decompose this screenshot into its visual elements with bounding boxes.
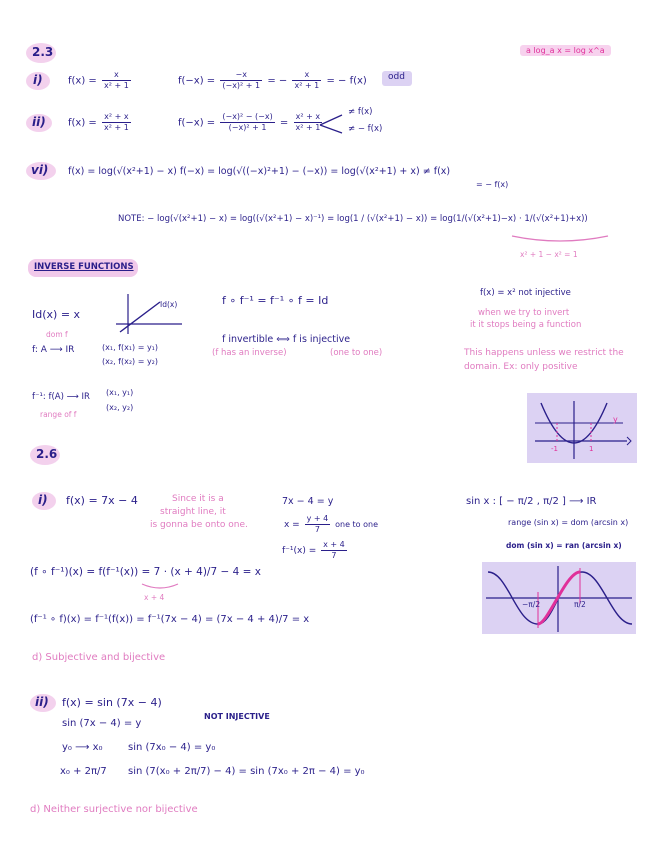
inverse-pair-1: (x₁, y₁) [106,388,134,397]
dom-f-label: dom f [46,330,68,339]
fx2-note-2: it it stops being a function [470,320,582,330]
odd-tag: odd [388,72,405,82]
s26-i-f: f(x) = 7x − 4 [66,494,138,507]
row-ii-f: f(x) = $\frac{\text{x² + x}}{\text{x² + 1}}$ [68,112,129,132]
row-ii-label: ii) [32,115,46,129]
sin-tick-1: −π/2 [522,600,541,609]
sin-range: range (sin x) = dom (arcsin x) [508,518,629,527]
invertible-statement: f invertible ⟺ f is injective [222,334,351,345]
tick-1: 1 [589,445,594,453]
corner-note: a log_a x = log x^a [520,45,611,56]
row-ii-r2: ≠ − f(x) [348,124,383,134]
note-underline [510,234,610,246]
tick-neg-1: -1 [551,445,558,453]
step-3: f⁻¹(x) = $\frac{x + 4}{7}$ [282,540,345,560]
fx2-note-1: when we try to invert [478,308,570,318]
compose-under: x + 4 [144,593,165,602]
s26-ii-l2b: sin (7x₀ − 4) = y₀ [128,742,216,753]
row-vi-r2: = − f(x) [476,180,509,189]
range-of-f: range of f [40,410,77,419]
explain-2: domain. Ex: only positive [464,362,578,372]
row-vi-text: f(x) = log(√(x²+1) − x) f(−x) = log(√((−x)²+1) − (−x)) = log(√(x²+1) + x) ≠ f(x) [68,166,451,177]
s26-ii-result: d) Neither surjective nor bijective [30,804,198,815]
s26-ii-f: f(x) = sin (7x − 4) [62,696,162,709]
step-1: 7x − 4 = y [282,496,334,507]
s26-ii-l3b: sin (7(x₀ + 2π/7) − 4) = sin (7x₀ + 2π − 4) = y₀ [128,766,365,777]
compose-identity: f ∘ f⁻¹ = f⁻¹ ∘ f = Id [222,294,329,307]
sin-tick-2: π/2 [574,600,586,609]
sin-domain: sin x : [ − π/2 , π/2 ] ⟶ IR [466,496,597,507]
inverse-map: f⁻¹: f(A) ⟶ IR [32,392,90,402]
side-note-3: is gonna be onto one. [150,520,248,530]
f-map: f: A ⟶ IR [32,345,75,355]
sin-dom: dom (sin x) = ran (arcsin x) [506,541,622,550]
side-note-1: Since it is a [172,494,224,504]
s26-i-label: i) [38,493,48,507]
parabola-graph [527,393,637,463]
s26-ii-l2a: y₀ ⟶ x₀ [62,742,103,753]
inverse-functions-title: INVERSE FUNCTIONS [34,262,134,272]
invertible-note-1: (f has an inverse) [212,348,287,358]
branch-arrows [318,112,344,136]
fx-squared-note: f(x) = x² not injective [480,288,571,298]
pair-1: (x₁, f(x₁) = y₁) [102,343,158,352]
id-definition: Id(x) = x [32,308,81,321]
row-i-label: i) [33,73,43,87]
s26-i-result: d) Subjective and bijective [32,652,166,663]
note-under: x² + 1 − x² = 1 [520,250,578,259]
s26-ii-l3a: x₀ + 2π/7 [60,766,107,777]
compose-1: (f ∘ f⁻¹)(x) = f(f⁻¹(x)) = 7 · (x + 4)/7 − 4 = x [30,566,261,578]
row-vi-label: vi) [31,163,49,177]
identity-graph-label: Id(x) [160,300,178,309]
s26-ii-l1: sin (7x − 4) = y [62,718,142,729]
explain-1: This happens unless we restrict the [464,348,624,358]
note-text: NOTE: − log(√(x²+1) − x) = log((√(x²+1) − x)⁻¹) = log(1 / (√(x²+1) − x)) = log(1/(√(x²+1)−x) · 1/(√(x²+1)+x)) [118,214,588,224]
row-i-f: f(x) = $\frac{x}{\text{x² + 1}}$ [68,70,129,90]
row-ii-fneg: f(−x) = $\frac{\text{(−x)² − (−x)}}{\text{(−x)² + 1}}$ = $\frac{\text{x² + x}}{\text{x² + 1}}$ [178,112,321,132]
sine-graph [482,562,636,634]
compose-underline [140,582,180,592]
s26-ii-label: ii) [35,695,49,709]
inverse-pair-2: (x₂, y₂) [106,403,134,412]
identity-graph [116,292,186,336]
not-injective: NOT INJECTIVE [204,712,270,721]
row-i-fneg: f(−x) = $\frac{-x}{\text{(−x)² + 1}}$ = − $\frac{x}{\text{x² + 1}}$ = − f(x) [178,70,367,90]
row-ii-r1: ≠ f(x) [348,107,373,117]
section-label-2-3: 2.3 [32,45,54,59]
side-note-2: straight line, it [160,507,226,517]
graph-y-label: y [613,415,618,424]
pair-2: (x₂, f(x₂) = y₂) [102,357,158,366]
invertible-note-2: (one to one) [330,348,383,358]
step-2: x = $\frac{y + 4}{7}$ one to one [284,514,378,534]
compose-2: (f⁻¹ ∘ f)(x) = f⁻¹(f(x)) = f⁻¹(7x − 4) = (7x − 4 + 4)/7 = x [30,614,310,625]
section-label-2-6: 2.6 [36,447,58,461]
